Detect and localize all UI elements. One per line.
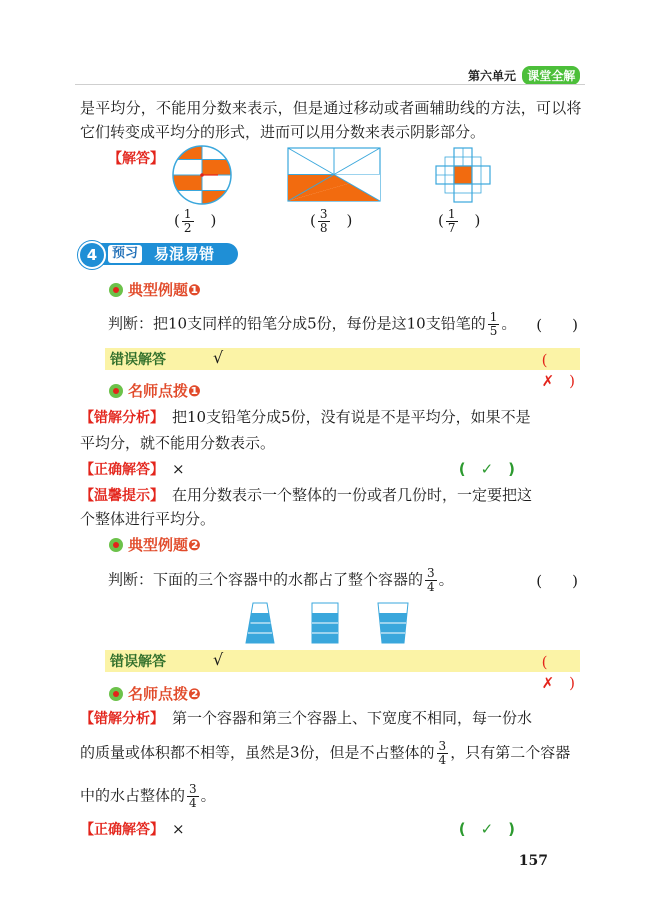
analysis1-line2: 平均分，就不能用分数表示。 — [80, 434, 276, 452]
example1-heading: 典型例题❶ — [108, 279, 201, 300]
correct1-line: 【正确解答】 × — [80, 460, 185, 478]
answer-label: 【解答】 — [108, 151, 164, 167]
figure-answer-3: ( $\frac{1}{7}$ ) — [438, 207, 481, 235]
analysis2-line2: 的质量或体积都不相等，虽然是3份，但是不占整体的 $\frac{3}{4}$ ，只有第二个容器 — [80, 739, 571, 767]
recycle-icon — [108, 383, 124, 399]
example1-paren: ( ) — [536, 316, 578, 334]
reminder1-line2: 个整体进行平均分。 — [80, 510, 216, 528]
figure-rectangle — [287, 147, 381, 202]
figure-circle — [171, 144, 233, 206]
page-number: 157 — [518, 853, 548, 869]
intro-line-1: 是平均分，不能用分数来表示，但是通过移动或者画辅助线的方法，可以将 — [80, 99, 582, 117]
recycle-icon — [108, 282, 124, 298]
analysis2-line1: 【错解分析】 第一个容器和第三个容器上、下宽度不相同，每一份水 — [80, 709, 533, 727]
correct2-mark: ( ✓ ) — [458, 820, 515, 838]
tip2-heading: 名师点拨❷ — [108, 683, 201, 704]
figure-answer-1: ( $\frac{1}{2}$ ) — [174, 207, 217, 235]
example2-heading: 典型例题❷ — [108, 534, 201, 555]
recycle-icon — [108, 686, 124, 702]
section-tag: 预习 — [108, 245, 142, 263]
reminder1-line1: 【温馨提示】 在用分数表示一个整体的一份或者几份时，一定要把这 — [80, 486, 533, 504]
correct2-line: 【正确解答】 × — [80, 820, 185, 838]
example1-question: 判断：把10支同样的铅笔分成5份，每份是这10支铅笔的 $\frac{1}{5}$ 。 — [108, 310, 517, 338]
container-1 — [246, 603, 274, 643]
intro-line-2: 它们转变成平均分的形式，进而可以用分数来表示阴影部分。 — [80, 123, 486, 141]
running-header — [468, 66, 580, 85]
section-header — [78, 241, 238, 267]
tip1-heading: 名师点拨❶ — [108, 380, 201, 401]
container-2 — [312, 603, 338, 643]
analysis2-line3: 中的水占整体的 $\frac{3}{4}$ 。 — [80, 782, 216, 810]
wrong-mark-1: ( ✗ ) — [541, 351, 575, 390]
analysis1-line1: 【错解分析】 把10支铅笔分成5份，没有说是不是平均分，如果不是 — [80, 408, 531, 426]
figure-answer-2: ( $\frac{3}{8}$ ) — [310, 207, 353, 235]
figure-squares — [435, 147, 491, 203]
recycle-icon — [108, 537, 124, 553]
header-rule — [75, 84, 585, 85]
wrong-answer-bar-2: 错误解答 √ ( ✗ ) — [105, 650, 580, 672]
unit-label: 第六单元 — [468, 69, 517, 83]
correct1-mark: ( ✓ ) — [458, 460, 515, 478]
wrong-mark-2: ( ✗ ) — [541, 653, 575, 692]
example2-paren: ( ) — [536, 572, 578, 590]
header-badge: 课堂全解 — [522, 66, 580, 85]
example2-question: 判断：下面的三个容器中的水都占了整个容器的 $\frac{3}{4}$ 。 — [108, 566, 454, 594]
container-3 — [378, 603, 408, 643]
section-number: 4 — [78, 241, 106, 269]
containers-figure — [240, 602, 420, 644]
section-title: 易混易错 — [154, 245, 215, 263]
wrong-answer-bar-1: 错误解答 √ ( ✗ ) — [105, 348, 580, 370]
